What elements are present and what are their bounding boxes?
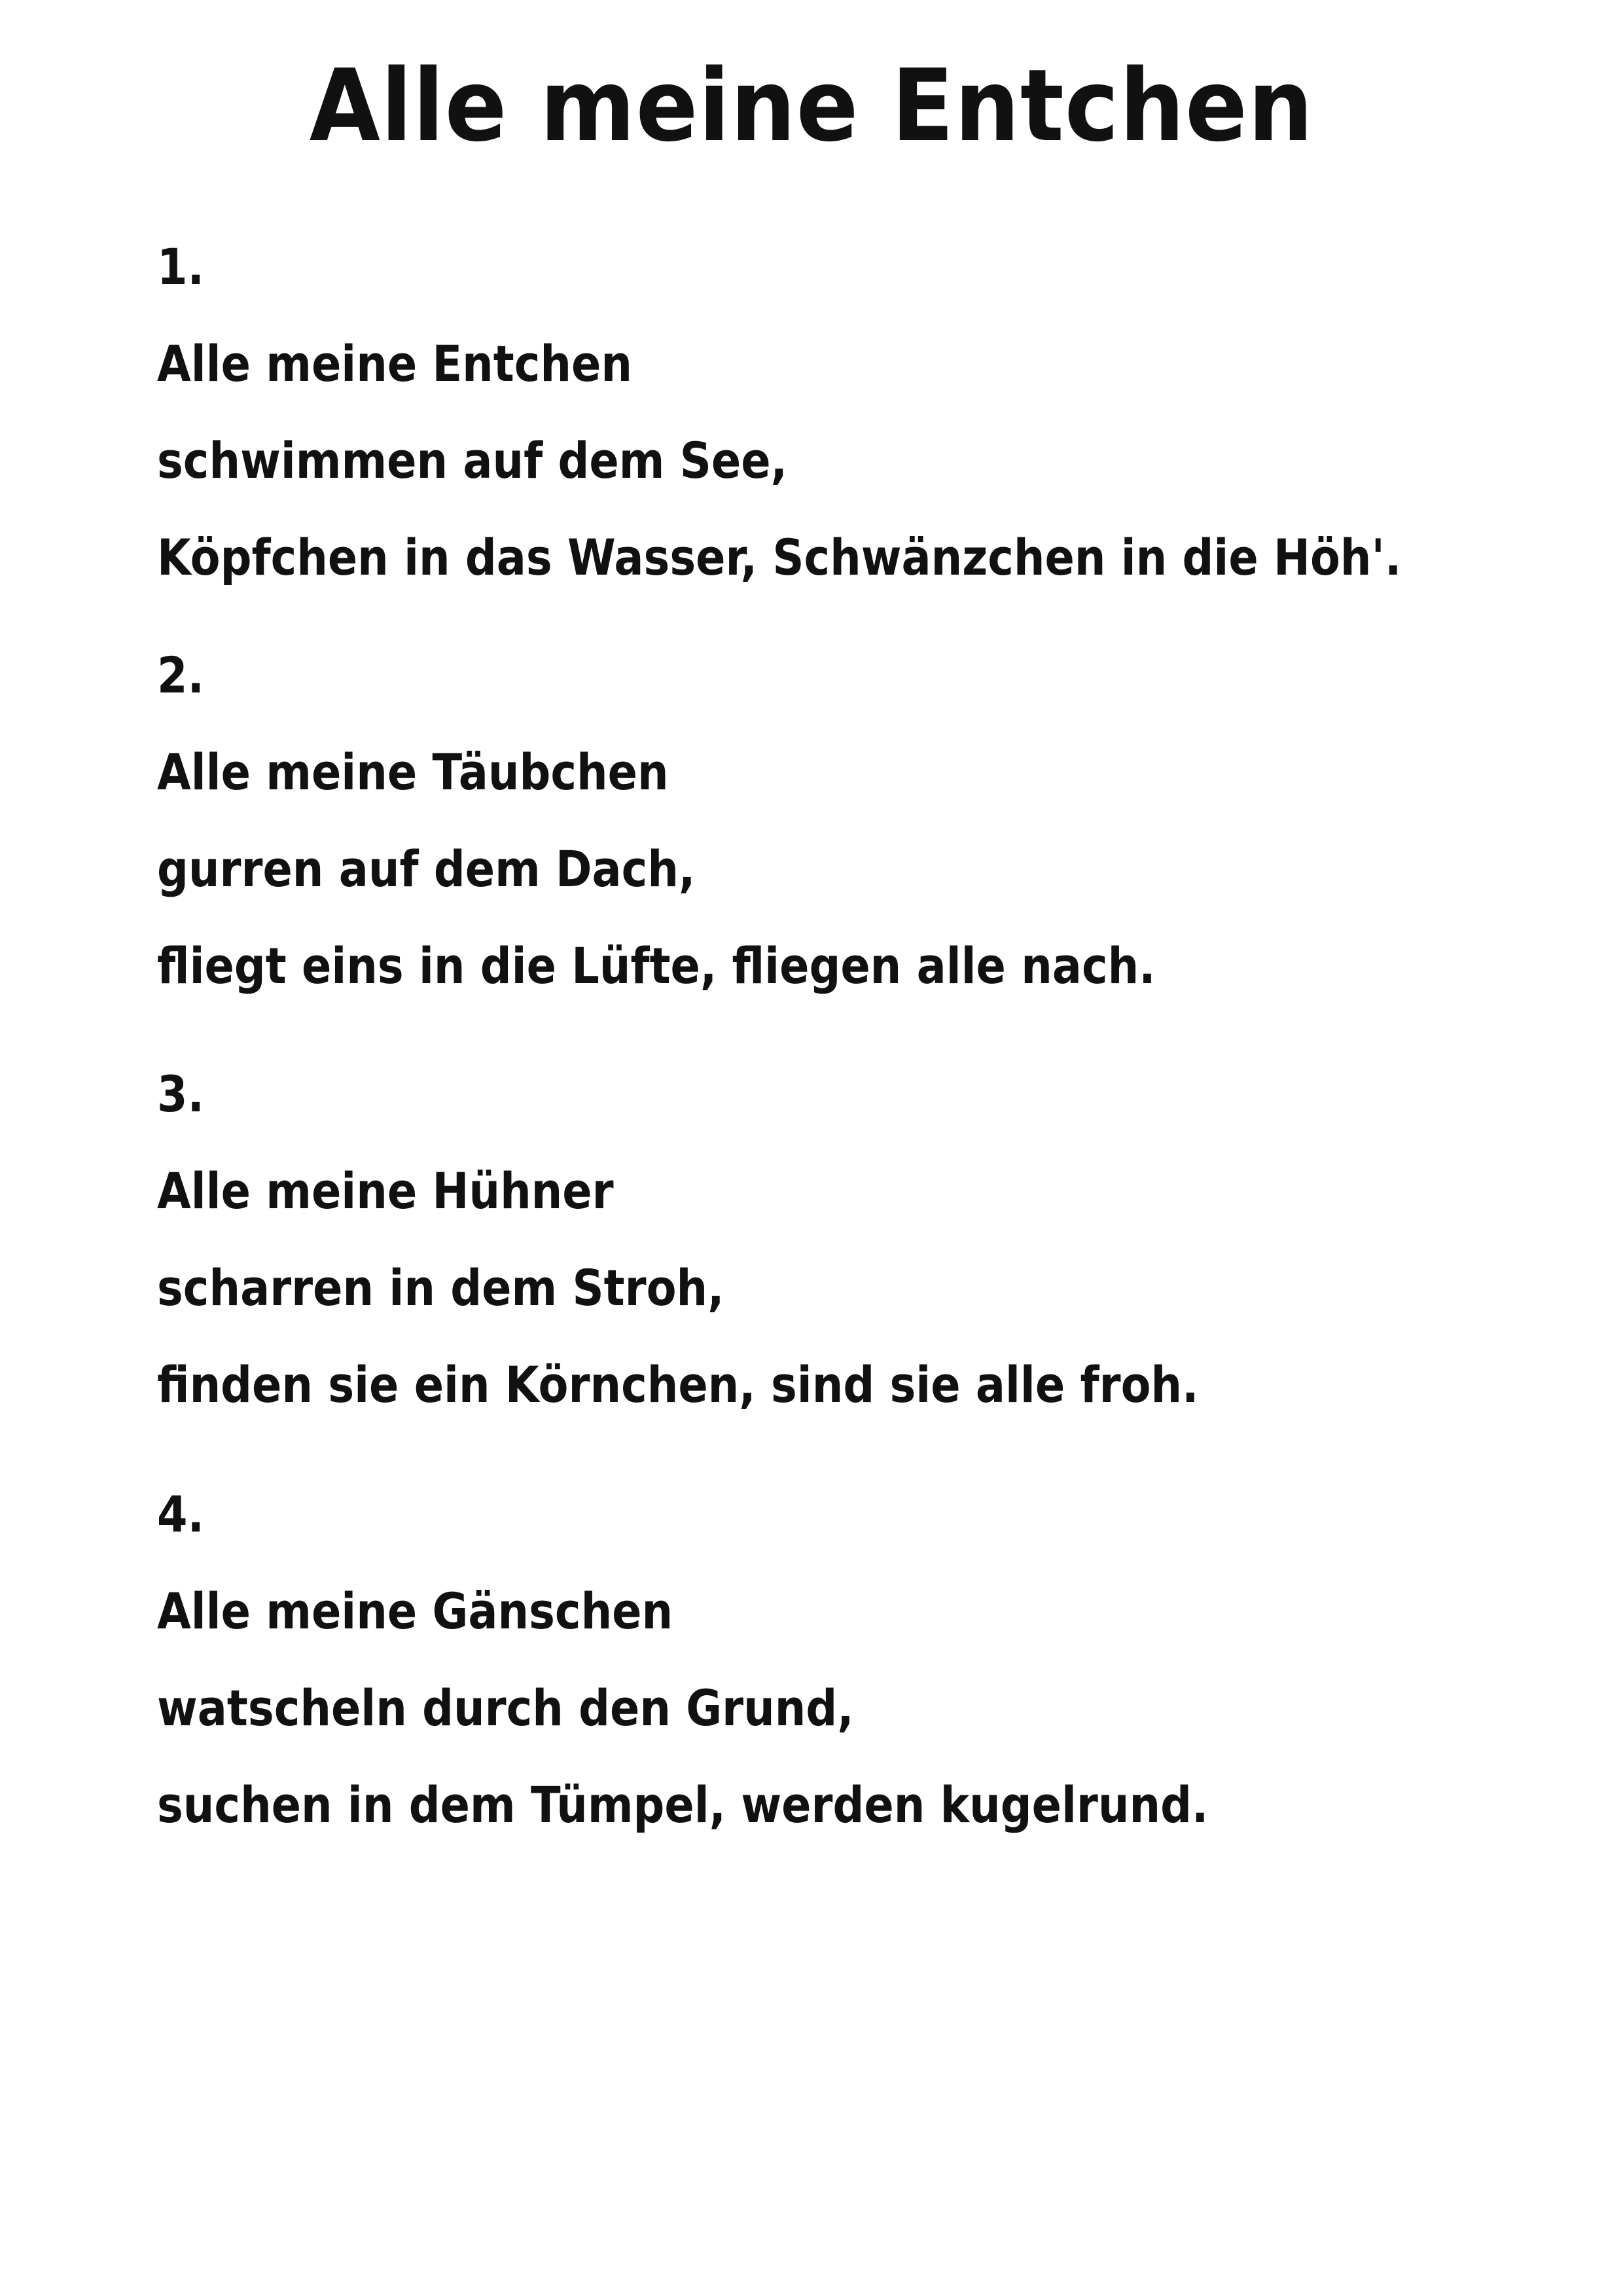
verse-line: Alle meine Täubchen <box>157 743 669 801</box>
page-title: Alle meine Entchen <box>309 48 1314 164</box>
verse-number: 4. <box>157 1485 204 1543</box>
verse-1 <box>157 219 1597 606</box>
verse-number: 1. <box>157 238 204 296</box>
verse-line: scharren in dem Stroh, <box>157 1259 724 1317</box>
verse-4 <box>157 1466 1597 1854</box>
verse-2 <box>157 627 1597 1014</box>
verse-line: gurren auf dem Dach, <box>157 840 696 898</box>
verse-number: 3. <box>157 1065 204 1123</box>
verse-line: Alle meine Gänschen <box>157 1582 673 1640</box>
verse-3 <box>157 1046 1597 1433</box>
verse-line: suchen in dem Tümpel, werden kugelrund. <box>157 1776 1209 1834</box>
verse-number: 2. <box>157 646 204 704</box>
verse-line: finden sie ein Körnchen, sind sie alle froh. <box>157 1355 1199 1414</box>
verse-line: fliegt eins in die Lüfte, fliegen alle nach. <box>157 937 1156 995</box>
verse-line: Alle meine Hühner <box>157 1162 614 1220</box>
verse-line: Köpfchen in das Wasser, Schwänzchen in die Höh'. <box>157 528 1402 586</box>
verse-line: watscheln durch den Grund, <box>157 1679 854 1737</box>
verse-line: schwimmen auf dem See, <box>157 431 788 490</box>
verse-line: Alle meine Entchen <box>157 334 632 393</box>
